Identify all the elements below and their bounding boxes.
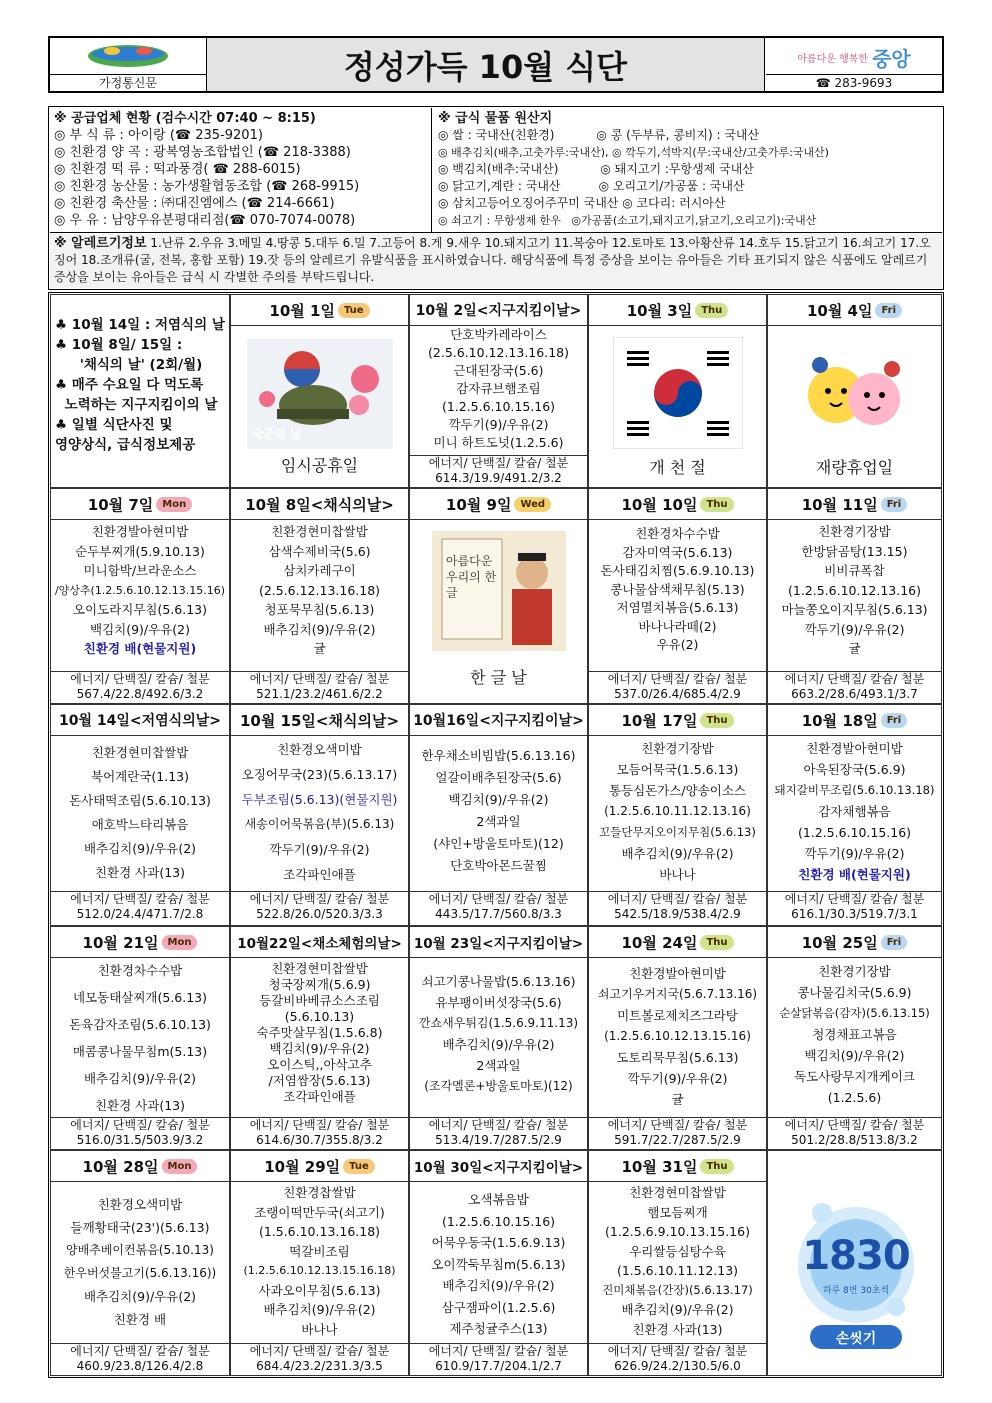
handwashing-poster bbox=[792, 1189, 920, 1355]
day-cell-oct-11 bbox=[767, 488, 942, 704]
menu-item: 숙주맛살무침(1.5.6.8) bbox=[256, 1025, 383, 1040]
day-header: 10월 21일 Mon bbox=[51, 927, 229, 958]
menu-item: (1.2.5.6.10.15.16) bbox=[441, 1213, 556, 1229]
menu-item: 콩나물김치국(5.6.9) bbox=[797, 985, 912, 1000]
school-logo-left bbox=[50, 38, 206, 74]
menu-item: 오징어무국(23)(5.6.13.17) bbox=[241, 767, 398, 782]
weekday-badge: Thu bbox=[700, 497, 733, 512]
weekday-badge: Wed bbox=[514, 497, 551, 512]
newsletter-label: 가정통신문 bbox=[50, 74, 206, 91]
menu-item: 배추김치(9)/우유(2) bbox=[442, 1037, 555, 1052]
notice-line: ♣ 매주 수요일 다 먹도록 bbox=[55, 377, 204, 393]
menu-item: 단호박카레라이스 bbox=[450, 327, 547, 342]
menu-item: 친환경 사과(13) bbox=[94, 1098, 185, 1113]
menu-item: 조각파인애플 bbox=[283, 1089, 356, 1104]
menu-item: 애호박느타리볶음 bbox=[91, 817, 189, 832]
menu-item: (1.2.5.6.10.15.16) bbox=[797, 825, 912, 840]
day-cell-oct-7 bbox=[50, 488, 230, 704]
menu-item: 친환경발아현미밥 bbox=[806, 741, 903, 756]
menu-item: 깍두기(9)/우유(2) bbox=[269, 842, 370, 857]
nutrition-values: 663.2/28.6/493.1/3.7 bbox=[791, 687, 918, 701]
day-header: 10월16일<지구지킴이날> bbox=[410, 705, 587, 736]
nutrition-values: 516.0/31.5/503.9/3.2 bbox=[76, 1133, 204, 1147]
menu-item: (1.5.6.10.11.12.13) bbox=[616, 1263, 739, 1278]
weekday-badge: Mon bbox=[156, 497, 192, 512]
menu-item: 배추김치(9)/우유(2) bbox=[442, 1278, 555, 1293]
nutrition-values: 684.4/23.2/231.3/3.5 bbox=[256, 1359, 383, 1373]
korean-flag-image bbox=[613, 337, 743, 449]
menu-item: 떡갈비조림 bbox=[289, 1243, 350, 1259]
menu-item: 친환경차수수밥 bbox=[97, 963, 183, 978]
menu-item: 친환경발아현미밥 bbox=[629, 966, 726, 981]
menu-list bbox=[51, 522, 229, 659]
nutrition-values: 591.7/22.7/287.5/2.9 bbox=[614, 1133, 741, 1147]
menu-item: (샤인+방울토마토)(12) bbox=[433, 836, 564, 851]
weekday-badge: Fri bbox=[881, 935, 908, 950]
nutrition-values: 614.6/30.7/355.8/3.2 bbox=[256, 1133, 383, 1147]
origins-box bbox=[434, 108, 942, 232]
menu-item: 감자채햄볶음 bbox=[818, 804, 891, 819]
weekday-badge: Thu bbox=[700, 713, 733, 728]
menu-item: 삼구잼파이(1.2.5.6) bbox=[441, 1299, 556, 1315]
menu-item: 친환경찹쌀밥 bbox=[283, 1185, 356, 1200]
menu-item: 미니 하트도넛(1.2.5.6) bbox=[433, 435, 564, 450]
origin-line: ◎ 삼치고등어오징어주꾸미 국내산 ◎ 코다리: 러시아산 bbox=[438, 196, 726, 210]
menu-item: 꼬들단무지오이지무침(5.6.13) bbox=[599, 825, 756, 839]
allergy-heading: ※ 알레르기정보 bbox=[54, 236, 147, 251]
menu-list bbox=[231, 1183, 408, 1339]
nutrition-values: 626.9/24.2/130.5/6.0 bbox=[614, 1359, 741, 1373]
menu-item: 청경채표고볶음 bbox=[812, 1027, 897, 1042]
supplier-line: ◎ 부 식 류 : 아이랑 (☎ 235-9201) bbox=[54, 128, 263, 143]
menu-item: 귤 bbox=[313, 641, 326, 656]
menu-item: 친환경발아현미밥 bbox=[91, 524, 189, 539]
weekday-badge: Mon bbox=[162, 1159, 198, 1174]
notice-line: ♣ 10월 14일 : 저염식의 날 bbox=[55, 317, 225, 333]
nutrition-label: 에너지/ 단백질/ 칼슘/ 철분 bbox=[589, 891, 766, 907]
day-header: 10월 11일 Fri bbox=[768, 489, 941, 520]
menu-item: 배추김치(9)/우유(2) bbox=[621, 846, 734, 861]
menu-item: (조각멜론+방울토마토)(12) bbox=[424, 1079, 573, 1093]
day-header: 10월 8일<채식의날> bbox=[231, 489, 408, 520]
menu-item: 우리쌀등심탕수육 bbox=[629, 1243, 726, 1259]
day-header: 10월 3일 Thu bbox=[589, 295, 766, 326]
handwashing-poster-cell bbox=[767, 1150, 942, 1376]
menu-item: 근대된장국(5.6) bbox=[453, 363, 544, 378]
divider bbox=[50, 232, 942, 233]
menu-item: 친환경현미찹쌀밥 bbox=[629, 1185, 726, 1200]
nutrition-values: 616.1/30.3/519.7/3.1 bbox=[791, 907, 918, 921]
nutrition-label: 에너지/ 단백질/ 칼슘/ 철분 bbox=[410, 891, 587, 907]
menu-item: 배추김치(9)/우유(2) bbox=[83, 1071, 197, 1086]
menu-item: 유부팽이버섯장국(5.6) bbox=[435, 995, 562, 1010]
menu-item: 북어계란국(1.13) bbox=[91, 769, 189, 784]
menu-item: 삼색수제비국(5.6) bbox=[268, 543, 371, 559]
menu-list bbox=[410, 1189, 587, 1340]
menu-item: /양상추(1.2.5.6.10.12.13.15.16) bbox=[54, 583, 226, 597]
menu-item: 콩나물삼색채무침(5.13) bbox=[610, 581, 745, 597]
nutrition-label: 에너지/ 단백질/ 칼슘/ 철분 bbox=[51, 1343, 229, 1359]
day-header: 10월 30일<지구지킴이날> bbox=[410, 1151, 587, 1182]
day-header: 10월 15일<채식의날> bbox=[231, 705, 408, 736]
menu-item: 백김치(9)/우유(2) bbox=[90, 621, 190, 637]
nutrition-values: 443.5/17.7/560.8/3.3 bbox=[435, 907, 562, 921]
menu-item: 오이스틱,,아삭고추 bbox=[267, 1057, 372, 1072]
menu-list bbox=[231, 737, 408, 887]
page-title: 정성가득 10월 식단 bbox=[207, 38, 764, 91]
nutrition-label: 에너지/ 단백질/ 칼슘/ 철분 bbox=[231, 1117, 408, 1133]
menu-item: 깍두기(9)/우유(2) bbox=[804, 621, 905, 637]
menu-item: 친환경오색미밥 bbox=[97, 1197, 183, 1212]
menu-item: 깐쇼새우튀김(1.5.6.9.11.13) bbox=[418, 1016, 579, 1030]
day-header: 10월 23일<지구지킴이날> bbox=[410, 927, 587, 958]
nutrition-label: 에너지/ 단백질/ 칼슘/ 철분 bbox=[231, 891, 408, 907]
menu-item: 돈육감자조림(5.6.10.13) bbox=[69, 1017, 211, 1032]
menu-item: 오이도라지무침(5.6.13) bbox=[72, 602, 208, 617]
nutrition-values: 537.0/26.4/685.4/2.9 bbox=[614, 687, 741, 701]
suppliers-heading: ※ 공급업체 현황 (검수시간 07:40 ~ 8:15) bbox=[54, 111, 316, 126]
menu-item: 친환경오색미밥 bbox=[277, 742, 362, 757]
origin-line: ◎ 백김치(배추:국내산) ◎ 돼지고기 :무항생제 국내산 bbox=[438, 162, 754, 176]
day-cell-oct-18 bbox=[767, 704, 942, 926]
menu-item: (1.5.6.10.13.16.18) bbox=[258, 1224, 381, 1239]
menu-item: 네모동태살찌개(5.6.13) bbox=[72, 990, 208, 1005]
menu-item: 친환경현미찹쌀밥 bbox=[91, 745, 189, 760]
menu-item: 친환경 배 bbox=[113, 1312, 167, 1327]
supplier-line: ◎ 우 유 : 남양우유분평대리점(☎ 070-7074-0078) bbox=[54, 213, 356, 228]
day-header: 10월 18일 Fri bbox=[768, 705, 941, 736]
notice-line: ♣ 일별 식단사진 및 bbox=[55, 417, 173, 433]
day-header: 10월 2일<지구지킴이날> bbox=[410, 295, 587, 326]
menu-item: 친환경기장밥 bbox=[818, 524, 891, 539]
menu-list bbox=[589, 738, 766, 885]
menu-item: 한방닭곰탕(13.15) bbox=[801, 543, 908, 559]
menu-item: 배추김치(9)/우유(2) bbox=[263, 1302, 376, 1317]
menu-item: 모듬어묵국(1.5.6.13) bbox=[616, 762, 739, 777]
poster-subtitle: 하루 8번 30초씩 bbox=[822, 1286, 890, 1296]
weekday-badge: Fri bbox=[875, 303, 902, 318]
holiday-caption: 개 천 절 bbox=[649, 458, 706, 477]
menu-item: 순살닭볶음(감자)(5.6.13.15) bbox=[779, 1006, 930, 1020]
menu-item: 친환경기장밥 bbox=[818, 964, 891, 979]
nutrition-label: 에너지/ 단백질/ 칼슘/ 철분 bbox=[231, 1343, 408, 1359]
nutrition-label: 에너지/ 단백질/ 칼슘/ 철분 bbox=[768, 891, 941, 907]
menu-list bbox=[768, 961, 941, 1108]
divider bbox=[431, 108, 432, 232]
menu-item: 독도사랑무지개케이크 bbox=[794, 1069, 915, 1084]
menu-item: 청포묵무침(5.6.13) bbox=[264, 602, 375, 617]
notice-line: '채식의 날' (2회/월) bbox=[79, 357, 203, 373]
menu-item: (1.2.5.6.9.10.13.15.16) bbox=[605, 1224, 750, 1239]
menu-item: 햄모듬찌개 bbox=[647, 1204, 708, 1220]
weekday-badge: Fri bbox=[881, 713, 908, 728]
menu-item: 도토리묵무침(5.6.13) bbox=[616, 1050, 739, 1065]
day-header: 10월 14일<저염식의날> bbox=[51, 705, 229, 736]
menu-item: 돼지갈비무조림(5.6.10.13.18) bbox=[774, 783, 935, 797]
nutrition-label: 에너지/ 단백질/ 칼슘/ 철분 bbox=[410, 1117, 587, 1133]
menu-item: 아욱된장국(5.6.9) bbox=[803, 762, 906, 777]
day-cell-oct-1 bbox=[230, 294, 409, 488]
holiday-caption: 임시공휴일 bbox=[280, 456, 359, 475]
notice-line: 노력하는 지구지킴이의 날 bbox=[64, 397, 218, 413]
menu-item: 깍두기(9)/우유(2) bbox=[804, 846, 905, 861]
menu-item: 마늘쫑오이지무침(5.6.13) bbox=[781, 602, 928, 617]
menu-item: 저염멸치볶음(5.6.13) bbox=[616, 600, 739, 615]
day-header: 10월 17일 Thu bbox=[589, 705, 766, 736]
menu-item: 귤 bbox=[848, 641, 861, 656]
day-cell-oct-24 bbox=[588, 926, 767, 1150]
menu-item: (1.2.5.6.10.15.16) bbox=[441, 399, 556, 414]
menu-item: (5.6.10.13) bbox=[284, 1009, 355, 1024]
menu-item: 친환경현미찹쌀밥 bbox=[271, 961, 368, 976]
menu-item: 매콤콩나물무침m(5.13) bbox=[72, 1044, 208, 1059]
menu-item: 돈사태김치찜(5.6.9.10.13) bbox=[600, 563, 755, 578]
menu-item: 들깨황태국(23')(5.6.13) bbox=[70, 1220, 210, 1235]
nutrition-label: 에너지/ 단백질/ 칼슘/ 철분 bbox=[51, 671, 229, 687]
special-item: 친환경 배(현물지원) bbox=[798, 867, 911, 882]
menu-item: 2색과일 bbox=[476, 1058, 521, 1073]
menu-list bbox=[589, 525, 766, 655]
nutrition-label: 에너지/ 단백질/ 칼슘/ 철분 bbox=[51, 891, 229, 907]
menu-item: 바나나 bbox=[659, 867, 696, 882]
menu-item: 청국장찌개(5.6.9) bbox=[268, 977, 371, 992]
supplier-line: ◎ 친환경 축산물 : ㈜대진엠에스 (☎ 214-6661) bbox=[54, 196, 335, 211]
nutrition-values: 501.2/28.8/513.8/3.2 bbox=[791, 1133, 918, 1147]
menu-item: 바나나라떼(2) bbox=[638, 618, 717, 634]
origin-line: ◎ 쇠고기 : 무항생제 한우 ◎가공품(소고기,돼지고기,닭고기,오리고기):국내산 bbox=[438, 214, 817, 227]
day-header: 10월 28일 Mon bbox=[51, 1151, 229, 1182]
menu-list bbox=[768, 738, 941, 885]
weekday-badge: Thu bbox=[695, 303, 728, 318]
menu-list bbox=[410, 745, 587, 877]
menu-item: 친환경현미찹쌀밥 bbox=[271, 524, 368, 539]
poster-caption: 손씻기 bbox=[835, 1331, 877, 1347]
armed-forces-day-image bbox=[247, 339, 393, 449]
menu-list bbox=[51, 957, 229, 1119]
nutrition-label: 에너지/ 단백질/ 칼슘/ 철분 bbox=[589, 1117, 766, 1133]
menu-item: (1.2.5.6.10.12.13.16) bbox=[787, 582, 921, 598]
menu-item: 제주청귤주스(13) bbox=[449, 1321, 548, 1336]
menu-item: (1.2.5.6.10.11.12.13.16) bbox=[604, 804, 751, 818]
nutrition-values: 512.0/24.4/471.7/2.8 bbox=[76, 907, 204, 921]
menu-item: 쇠고기콩나물밥(5.6.13.16) bbox=[421, 974, 576, 989]
weekday-badge: Thu bbox=[700, 1159, 733, 1174]
menu-list bbox=[410, 326, 587, 452]
divider bbox=[764, 38, 765, 91]
day-cell-oct-29 bbox=[230, 1150, 409, 1376]
menu-list bbox=[231, 961, 408, 1105]
menu-item: 바나나 bbox=[301, 1321, 338, 1337]
menu-list bbox=[768, 522, 941, 659]
weekday-badge: Fri bbox=[881, 497, 908, 512]
menu-item: 백김치(9)/우유(2) bbox=[448, 792, 549, 807]
day-cell-oct-23 bbox=[409, 926, 588, 1150]
day-cell-oct-14 bbox=[50, 704, 230, 926]
menu-item: 양배추베이컨볶음(5.10.13) bbox=[66, 1243, 214, 1257]
nutrition-values: 460.9/23.8/126.4/2.8 bbox=[76, 1359, 204, 1373]
menu-item: (1.2.5.6.10.12.13.15.16) bbox=[604, 1029, 751, 1043]
menu-item: 배추김치(9)/우유(2) bbox=[83, 841, 197, 856]
menu-item: 백김치(9)/우유(2) bbox=[269, 1041, 370, 1056]
day-header: 10월 4일 Fri bbox=[768, 295, 941, 326]
menu-item: 새송이어묵볶음(부)(5.6.13) bbox=[244, 817, 395, 831]
menu-list bbox=[410, 971, 587, 1097]
menu-item: 귤 bbox=[671, 1092, 684, 1107]
menu-item: 오색볶음밥 bbox=[468, 1192, 529, 1207]
day-cell-oct-4 bbox=[767, 294, 942, 488]
nutrition-values: 522.8/26.0/520.3/3.3 bbox=[256, 907, 383, 921]
day-cell-oct-15 bbox=[230, 704, 409, 926]
menu-item: 사과오이무침(5.6.13) bbox=[258, 1282, 381, 1298]
menu-item: 오이깍둑무침m(5.6.13) bbox=[431, 1256, 566, 1272]
weekday-badge: Thu bbox=[700, 935, 733, 950]
holiday-caption: 한 글 날 bbox=[470, 668, 527, 687]
menu-item: 친환경차수수밥 bbox=[635, 526, 720, 541]
menu-item: 진미채볶음(간장)(5.6.13.17) bbox=[602, 1282, 753, 1297]
notice-line: 영양상식, 급식정보제공 bbox=[55, 437, 196, 453]
day-cell-oct-22 bbox=[230, 926, 409, 1150]
day-cell-oct-21 bbox=[50, 926, 230, 1150]
day-header: 10월 7일 Mon bbox=[51, 489, 229, 520]
menu-item: (1.2.5.6.10.12.13.15.16.18) bbox=[243, 1264, 396, 1277]
allergy-box bbox=[50, 234, 942, 288]
day-cell-oct-30 bbox=[409, 1150, 588, 1376]
menu-item: 단호박아몬드꿀찜 bbox=[450, 858, 547, 873]
cartoon-characters-image bbox=[794, 343, 914, 443]
supplier-line: ◎ 친환경 양 곡 : 광복영농조합법인 (☎ 218-3388) bbox=[54, 145, 351, 160]
menu-item: 돈사태떡조림(5.6.10.13) bbox=[69, 793, 211, 808]
day-cell-oct-17 bbox=[588, 704, 767, 926]
day-header: 10월22일<채소체험의날> bbox=[231, 927, 408, 958]
day-cell-oct-3 bbox=[588, 294, 767, 488]
poster-number: 1830 bbox=[802, 1233, 910, 1279]
menu-item: 배추김치(9)/우유(2) bbox=[621, 1302, 734, 1317]
day-cell-oct-10 bbox=[588, 488, 767, 704]
menu-item: 감자큐브햄조림 bbox=[456, 381, 541, 396]
menu-item: 우유(2) bbox=[656, 637, 699, 652]
weekday-badge: Tue bbox=[343, 1159, 375, 1174]
holiday-caption: 재량휴업일 bbox=[815, 458, 894, 477]
menu-item: 백김치(9)/우유(2) bbox=[804, 1048, 905, 1063]
menu-item: 미니함박/브라운소스 bbox=[83, 563, 197, 578]
menu-item: 조랭이떡만두국(쇠고기) bbox=[254, 1204, 385, 1220]
menu-item: /저염쌈장(5.6.13) bbox=[268, 1073, 371, 1088]
menu-list bbox=[589, 1183, 766, 1339]
day-cell-oct-2 bbox=[409, 294, 588, 488]
menu-item: 쇠고기우거지국(5.6.7.13.16) bbox=[597, 987, 758, 1001]
special-item: 친환경 배(현물지원) bbox=[83, 641, 197, 656]
menu-item: 친환경 사과(13) bbox=[94, 865, 185, 880]
phone-number: ☎ 283-9693 bbox=[766, 74, 942, 91]
nutrition-values: 521.1/23.2/461.6/2.2 bbox=[256, 687, 383, 701]
menu-item: 두부조림(5.6.13)(현물지원) bbox=[241, 792, 398, 807]
image-caption: 국군의 날 bbox=[251, 427, 302, 441]
menu-list bbox=[231, 522, 408, 659]
origin-line: ◎ 닭고기,계란 : 국내산 ◎ 오리고기/가공품 : 국내산 bbox=[438, 179, 745, 193]
menu-item: 어묵우동국(1.5.6.9.13) bbox=[431, 1235, 566, 1250]
nutrition-label: 에너지/ 단백질/ 칼슘/ 철분 bbox=[410, 1343, 587, 1359]
day-cell-oct-31 bbox=[588, 1150, 767, 1376]
origin-line: ◎ 배추김치(배추,고춧가루:국내산), ◎ 깍두기,석박지(무:국내산/고춧가루:국내산) bbox=[438, 146, 829, 159]
nutrition-values: 513.4/19.7/287.5/2.9 bbox=[435, 1133, 562, 1147]
day-header: 10월 31일 Thu bbox=[589, 1151, 766, 1182]
menu-item: (1.2.5.6) bbox=[827, 1090, 882, 1105]
menu-item: 비비큐폭찹 bbox=[824, 563, 885, 578]
notice-cell bbox=[50, 294, 230, 488]
day-header: 10월 1일 Tue bbox=[231, 295, 408, 326]
menu-item: 깍두기(9)/우유(2) bbox=[448, 417, 549, 432]
day-cell-oct-28 bbox=[50, 1150, 230, 1376]
nutrition-label: 에너지/ 단백질/ 칼슘/ 철분 bbox=[589, 671, 766, 687]
nutrition-label: 에너지/ 단백질/ 칼슘/ 철분 bbox=[768, 671, 941, 687]
suppliers-box bbox=[50, 108, 430, 232]
nutrition-values: 610.9/17.7/204.1/2.7 bbox=[435, 1359, 562, 1373]
notice-line: ♣ 10월 8일/ 15일 : bbox=[55, 337, 183, 353]
day-header: 10월 10일 Thu bbox=[589, 489, 766, 520]
menu-list bbox=[589, 963, 766, 1110]
nutrition-label: 에너지/ 단백질/ 칼슘/ 철분 bbox=[51, 1117, 229, 1133]
menu-item: (2.5.6.12.13.16.18) bbox=[258, 582, 381, 598]
menu-item: 친환경기장밥 bbox=[641, 741, 714, 756]
allergy-text: 1.난류 2.우유 3.메밀 4.땅콩 5.대두 6.밀 7.고등어 8.게 9.새우 10.돼지고기 11.복숭아 12.토마토 13.아황산류 14.호두 15.닭고기 16.쇠고기 17.오징어 18.조개류(굴, 전복, 홍합 포함) 19.잣 등의 알레르기 유발식품을 표시하였습니다. 해당식품에 특정 증상을 보이는 유아들은 기타 표기되지 않은 식품에도 알레르기 증상을 보이는 유아들은 급식 시 각별한 주의를 부탁드립니다. bbox=[54, 236, 931, 284]
school-logo-right: 아름다운 행복한 중앙 bbox=[797, 46, 911, 71]
menu-item: 한우버섯불고기(5.6.13.16)) bbox=[63, 1266, 217, 1280]
nutrition-values: 542.5/18.9/538.4/2.9 bbox=[614, 907, 741, 921]
weekday-badge: Tue bbox=[338, 303, 370, 318]
menu-item: (2.5.6.10.12.13.16.18) bbox=[428, 345, 569, 360]
menu-item: 2색과일 bbox=[476, 814, 521, 829]
nutrition-values: 614.3/19.9/491.2/3.2 bbox=[435, 471, 562, 485]
menu-list bbox=[51, 741, 229, 885]
nutrition-label: 에너지/ 단백질/ 칼슘/ 철분 bbox=[768, 1117, 941, 1133]
menu-item: 깍두기(9)/우유(2) bbox=[627, 1071, 728, 1086]
menu-item: 친환경 사과(13) bbox=[632, 1321, 723, 1337]
menu-item: 감자미역국(5.6.13) bbox=[622, 544, 733, 560]
origins-heading: ※ 급식 물품 원산지 bbox=[438, 111, 553, 126]
menu-item: 배추김치(9)/우유(2) bbox=[263, 621, 376, 637]
day-header: 10월 25일 Fri bbox=[768, 927, 941, 958]
nutrition-label: 에너지/ 단백질/ 칼슘/ 철분 bbox=[231, 671, 408, 687]
menu-item: 등갈비바베큐소스조림 bbox=[259, 993, 380, 1008]
nutrition-label: 에너지/ 단백질/ 칼슘/ 철분 bbox=[589, 1343, 766, 1359]
day-header: 10월 29일 Tue bbox=[231, 1151, 408, 1182]
menu-item: 통등심돈가스/양송이소스 bbox=[608, 783, 747, 798]
day-cell-oct-25 bbox=[767, 926, 942, 1150]
origin-line: ◎ 쌀 : 국내산(친환경) ◎ 콩 (두부류, 콩비지) : 국내산 bbox=[438, 128, 760, 142]
image-caption: 아름다운 우리의 한글 bbox=[446, 554, 497, 600]
menu-list bbox=[51, 1193, 229, 1331]
supplier-line: ◎ 친환경 떡 류 : 떡과풍경( ☎ 288-6015) bbox=[54, 162, 301, 177]
menu-item: 조각파인애플 bbox=[283, 867, 356, 882]
day-header: 10월 9일 Wed bbox=[410, 489, 587, 520]
menu-item: 삼치카레구이 bbox=[283, 563, 356, 578]
day-cell-oct-16 bbox=[409, 704, 588, 926]
day-cell-oct-8 bbox=[230, 488, 409, 704]
menu-item: 순두부찌개(5.9.10.13) bbox=[75, 543, 205, 559]
menu-item: 배추김치(9)/우유(2) bbox=[83, 1289, 197, 1304]
weekday-badge: Mon bbox=[162, 935, 198, 950]
menu-item: 한우채소비빔밥(5.6.13.16) bbox=[421, 748, 576, 763]
supplier-line: ◎ 친환경 농산물 : 농가생활협동조합 (☎ 268-9915) bbox=[54, 179, 360, 194]
nutrition-values: 567.4/22.8/492.6/3.2 bbox=[76, 687, 204, 701]
nutrition-label: 에너지/ 단백질/ 칼슘/ 철분 bbox=[410, 455, 587, 471]
menu-item: 미트볼로제치즈그라탕 bbox=[617, 1008, 738, 1023]
day-header: 10월 24일 Thu bbox=[589, 927, 766, 958]
menu-item: 얼갈이배추된장국(5.6) bbox=[435, 770, 562, 785]
hangeul-day-image bbox=[432, 531, 566, 651]
day-cell-oct-9 bbox=[409, 488, 588, 704]
